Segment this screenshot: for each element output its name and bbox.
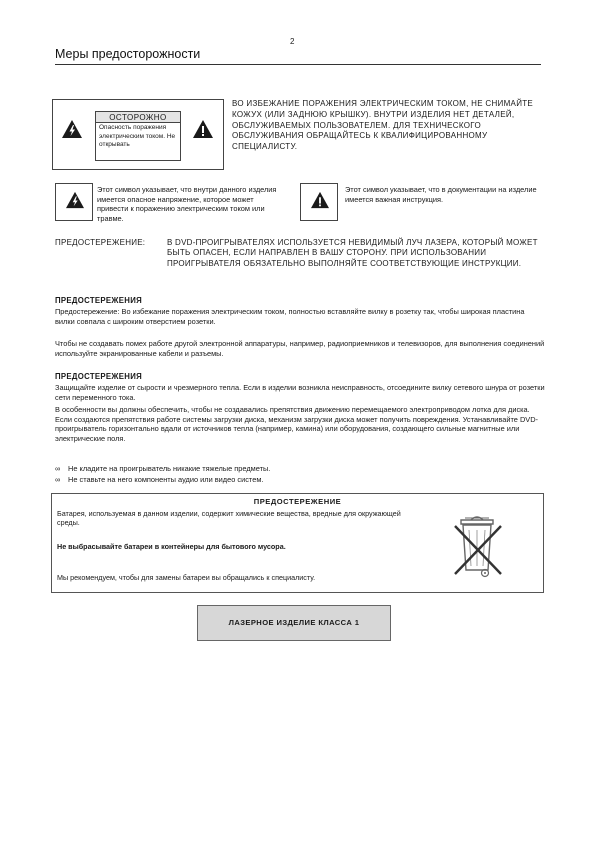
battery-warning-box [51, 493, 544, 593]
battery-warning-heading: ПРЕДОСТЕРЕЖЕНИЕ [253, 497, 342, 506]
exclamation-warning-icon [310, 191, 330, 209]
bullet-symbol: ∞ [55, 464, 61, 473]
laser-class-label: ЛАЗЕРНОЕ ИЗДЕЛИЕ КЛАССА 1 [228, 618, 360, 627]
exclamation-warning-icon [192, 119, 214, 139]
caution-label: ОСТОРОЖНО [95, 111, 181, 123]
exclamation-symbol-explanation: Этот символ указывает, что в документации на изделие имеется важная инструкция. [345, 185, 537, 204]
battery-chemicals-text: Батарея, используемая в данном изделии, содержит химические вещества, вредные для окружающей среды. [57, 509, 401, 528]
moisture-precaution-text: Защищайте изделие от сырости и чрезмерного тепла. Если в изделии возникла неисправность, отсоедините вилку сетевого шнура от розетки сети переменного тока. [55, 383, 545, 402]
bullet-text: Не ставьте на него компоненты аудио или видео систем. [68, 475, 264, 484]
title-divider [55, 64, 541, 65]
lightning-warning-icon [65, 191, 85, 209]
bullet-symbol: ∞ [55, 475, 61, 484]
battery-disposal-text: Не выбрасывайте батареи в контейнеры для бытового мусора. [57, 542, 286, 551]
lightning-symbol-explanation: Этот символ указывает, что внутри данного изделия имеется опасное напряжение, которое может привести к поражению электрическим током или травме. [97, 185, 277, 223]
plug-precaution-text: Предостережение: Во избежание поражения электрическим током, полностью вставляйте вилку в розетку так, чтобы широкая пластина вилки совпала с широким отверстием розетки. [55, 307, 525, 326]
lightning-symbol-box [55, 183, 93, 221]
section-heading-precautions-1: ПРЕДОСТЕРЕЖЕНИЯ [55, 296, 143, 305]
bullet-text: Не кладите на проигрыватель никакие тяжелые предметы. [68, 464, 271, 473]
laser-class-badge [197, 605, 391, 641]
laser-warning-label: ПРЕДОСТЕРЕЖЕНИЕ: [55, 238, 146, 247]
lightning-warning-icon [61, 119, 83, 139]
exclamation-symbol-box [300, 183, 338, 221]
page-number: 2 [290, 37, 295, 46]
tray-precaution-text: В особенности вы должны обеспечить, чтобы не создавались препятствия движению перемещаемого электроприводом лотка для диска. Если создаются препятствия работе системы загрузки диска, механизм загрузки диска может получить повреждения. Устанавливайте DVD-проигрыватель горизонтально вдали от источников тепла (например, камина) или оборудования, создающего сильные магнитные или электрические поля. [55, 405, 539, 443]
page-title: Меры предосторожности [55, 47, 201, 61]
battery-replacement-text: Мы рекомендуем, чтобы для замены батареи вы обращались к специалисту. [57, 573, 316, 582]
interference-precaution-text: Чтобы не создавать помех работе другой электронной аппаратуры, например, радиоприемников и телевизоров, для выполнения соединений используйте экранированные кабели и разъемы. [55, 339, 545, 358]
caution-label-panel [52, 99, 224, 170]
caution-label-text: Опасность поражения электрическим током. Не открывать [95, 123, 181, 161]
laser-warning-text: В DVD-ПРОИГРЫВАТЕЛЯХ ИСПОЛЬЗУЕТСЯ НЕВИДИМЫЙ ЛУЧ ЛАЗЕРА, КОТОРЫЙ МОЖЕТ БЫТЬ ОПАСЕН, ЕСЛИ НАПРАВЛЕН В ВАШУ СТОРОНУ. ПРИ ИСПОЛЬЗОВАНИИ ПРОИГРЫВАТЕЛЯ ОБЯЗАТЕЛЬНО ВЫПОЛНЯЙТЕ СООТВЕТСТВУЮЩИЕ ИНСТРУКЦИИ. [167, 238, 538, 268]
bullet-item [55, 464, 270, 474]
shock-warning-text: ВО ИЗБЕЖАНИЕ ПОРАЖЕНИЯ ЭЛЕКТРИЧЕСКИМ ТОКОМ, НЕ СНИМАЙТЕ КОЖУХ (ИЛИ ЗАДНЮЮ КРЫШКУ). ВНУТРИ ИЗДЕЛИЯ НЕТ ДЕТАЛЕЙ, ОБСЛУЖИВАЕМЫХ ПОЛЬЗОВАТЕЛЕМ. ДЛЯ ТЕХНИЧЕСКОГО ОБСЛУЖИВАНИЯ ОБРАЩАЙТЕСЬ К КВАЛИФИЦИРОВАННОМУ СПЕЦИАЛИСТУ. [232, 99, 534, 152]
section-heading-precautions-2: ПРЕДОСТЕРЕЖЕНИЯ [55, 372, 143, 381]
crossed-out-bin-icon [447, 508, 509, 582]
bullet-item [55, 475, 263, 485]
